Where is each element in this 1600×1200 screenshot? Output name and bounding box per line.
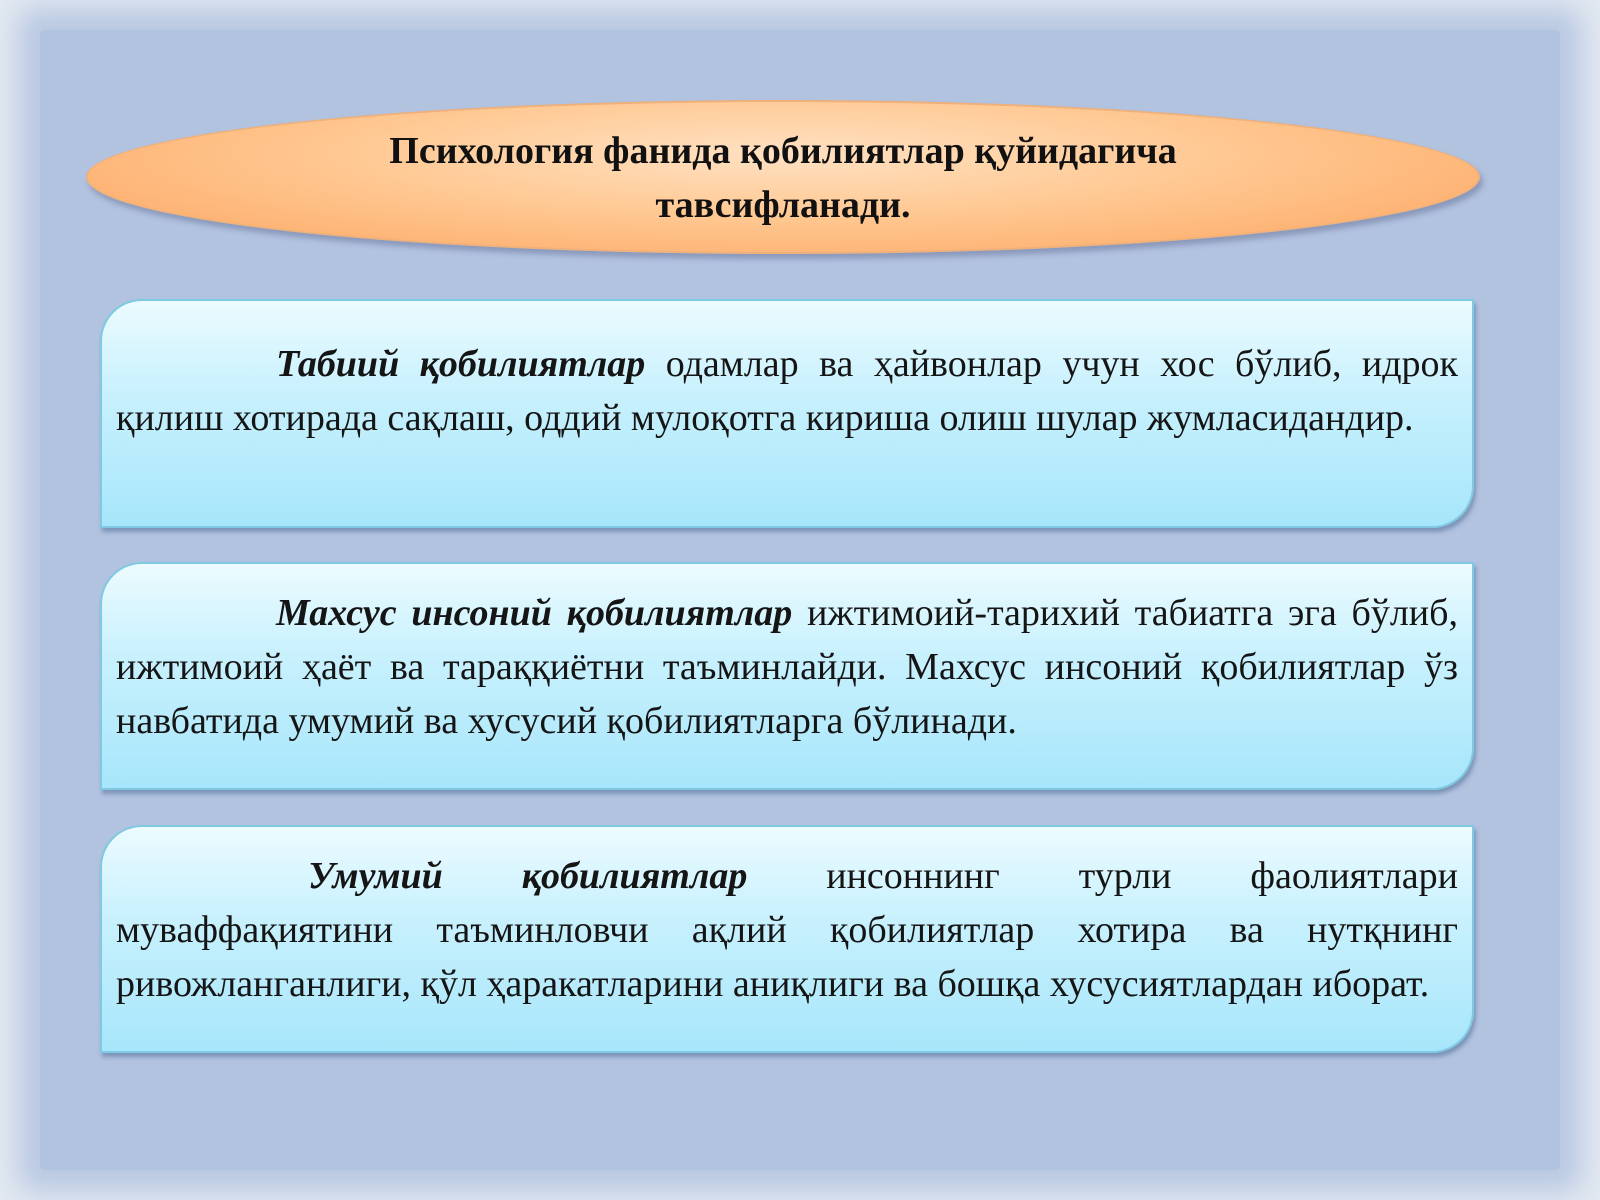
slide-title xyxy=(283,124,1283,232)
card-text: инсоннинг турли фаолиятлари муваффақиятини таъминловчи ақлий қобилиятлар хотира ва нутқнинг ривожланганлиги, қўл ҳаракатларини аниқлиги ва бошқа хусусиятлардан иборат. xyxy=(116,855,1458,1005)
card-text: одамлар ва ҳайвонлар учун хос бўлиб, идрок қилиш хотирада сақлаш, оддий мулоқотга кириша олиш шулар жумласидандир. xyxy=(116,343,1459,439)
card-natural-abilities xyxy=(100,299,1474,528)
card-paragraph xyxy=(116,586,1458,748)
card-general-abilities xyxy=(100,825,1474,1053)
card-term: Умумий қобилиятлар xyxy=(308,855,748,897)
title-line-1: Психология фанида қобилиятлар қуйидагича xyxy=(389,130,1177,172)
card-paragraph xyxy=(116,337,1458,445)
card-term: Махсус инсоний қобилиятлар xyxy=(276,592,793,634)
card-term: Табиий қобилиятлар xyxy=(276,343,646,385)
card-paragraph xyxy=(116,849,1458,1011)
title-line-2: тавсифланади. xyxy=(655,184,911,226)
card-special-human-abilities xyxy=(100,562,1474,790)
title-oval xyxy=(86,100,1480,254)
card-text: ижтимоий-тарихий табиатга эга бўлиб, ижтимоий ҳаёт ва тараққиётни таъминлайди. Махсус инсоний қобилиятлар ўз навбатида умумий ва хусусий қобилиятларга бўлинади. xyxy=(116,592,1458,742)
